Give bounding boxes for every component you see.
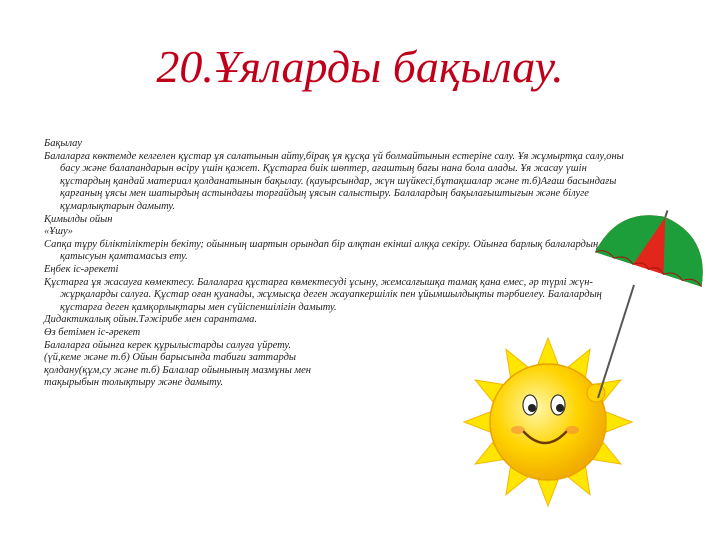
body-line: қатысуын қамтамасыз ету.: [60, 251, 188, 263]
body-line: Дидактикалық ойын.Тәжірибе мен сарантама.: [44, 314, 257, 326]
umbrella-canopy: [595, 193, 720, 287]
slide-title: 20.Ұяларды бақылау.: [156, 41, 564, 92]
sun-face: [490, 364, 606, 480]
body-line: Бақылау: [44, 138, 82, 149]
body-line: тақырыбын толықтыру және дамыту.: [44, 377, 224, 389]
body-line: қолдану(құм,су және т.б) Балалар ойынының мазмұны мен: [44, 364, 311, 376]
body-line: Балаларға ойынға керек құрылыстарды салуға үйрету.: [44, 339, 292, 351]
body-line: Сапқа тұру біліктіліктерін бекіту; ойынның шартын орындап бір алқтан екінші алққа секіру. Ойынға барлық балалардың: [44, 238, 599, 250]
body-line: Балаларға көктемде келгелен құстар ұя салатынын айту,бірақ ұя құсқа үй болмайтынын естеріне салу. Ұя жұмыртқа салу,оны: [44, 150, 624, 162]
body-line: (үй,кеме және т.б) Ойын барысында табиғи заттарды: [44, 352, 297, 364]
body-line: басу және балапандарын өсіру үшін қажет. Құстарға биік шөптер, ағаштың бағы нана бола алады. Ұя жасау үшін: [60, 163, 587, 175]
body-line: қарғаның ұясы мен шатырдың астындағы торғайдың ұясын салыстыру. Балалардың бақылағыштығын және білуге: [60, 188, 589, 200]
body-line: жұрқаларды салуға. Құстар оған қуанады, жұмысқа деген жауапкершілік пен ұйымшылдықты тәрбиелеу. Балалардың: [60, 289, 602, 301]
body-line: құстарға деген қамқорлықтары мен сүйіспеншілігін дамыту.: [60, 301, 337, 313]
body-line: құстардың қандай материал қолданатынын бақылау. (қауырсындар, жүн шүйкесі,бұтақшалар және т.б)Ағаш басындағы: [60, 175, 617, 187]
body-line: Қимылды ойын: [44, 213, 113, 225]
body-line: Құстарға ұя жасауға көмектесу. Балаларға құстарға көмектесуді ұсыну, жемсалғышқа тамақ қана емес, әр түрлі жүн-: [44, 276, 593, 288]
body-line: «Ұшу»: [44, 226, 73, 238]
body-line: құмарлықтарын дамыту.: [60, 200, 176, 212]
body-line: Өз бетімен іс-әрекет: [44, 326, 141, 338]
body-line: Еңбек іс-әрекеті: [44, 263, 119, 275]
